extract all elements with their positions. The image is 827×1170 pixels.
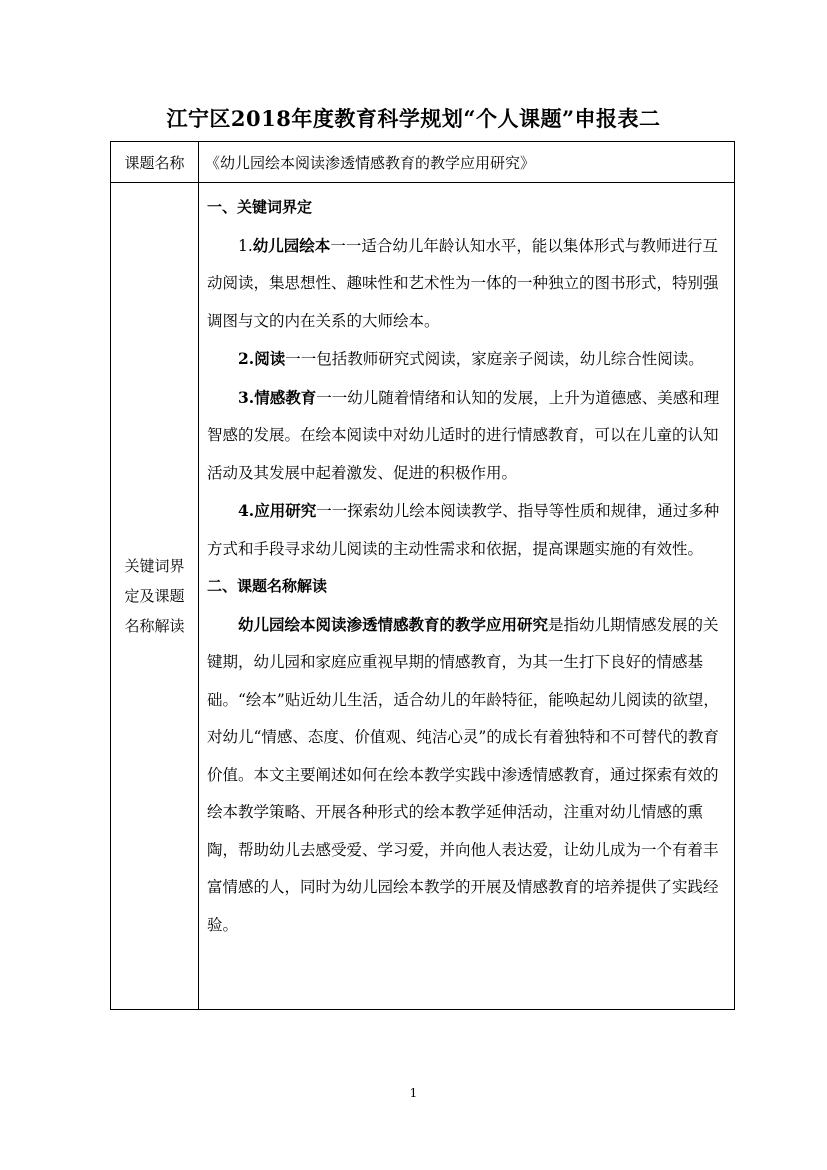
keyword-term: 幼儿园绘本: [252, 235, 331, 255]
keyword-term: 应用研究: [254, 501, 317, 520]
keyword-term: 情感教育: [254, 387, 317, 407]
keyword-number: 1.: [238, 236, 253, 255]
interpretation-title: 幼儿园绘本阅读渗透情感教育的教学应用研究: [238, 614, 549, 634]
section1-heading: 一、关键词界定: [207, 198, 313, 216]
keyword-item: [207, 379, 726, 493]
section2-heading: 二、课题名称解读: [207, 577, 328, 595]
keywords-content: [199, 183, 735, 1010]
keyword-definition: 一一适合幼儿年龄认知水平，能以集体形式与教师进行互动阅读，集思想性、趣味性和艺术性为一体的一种独立的图书形式，特别强调图与文的内在关系的大师绘本。: [207, 236, 719, 330]
project-name-label: 课题名称: [111, 142, 199, 183]
keyword-item: [207, 340, 726, 379]
page-number: 1: [409, 1086, 418, 1100]
keyword-number: 3.: [238, 387, 255, 407]
keywords-label-line: 名称解读: [124, 617, 185, 635]
form-title: 江宁区2018年度教育科学规划“个人课题”申报表二: [166, 106, 661, 131]
keywords-label-line: 定及课题: [124, 587, 185, 605]
keyword-term: 阅读: [254, 349, 286, 368]
keywords-label: [111, 183, 199, 1010]
keywords-row: [111, 183, 735, 1010]
keyword-number: 4.: [238, 501, 255, 520]
keyword-item: [207, 227, 726, 341]
keyword-definition: 一一幼儿随着情绪和认知的发展，上升为道德感、美感和理智感的发展。在绘本阅读中对幼儿适时的进行情感教育，可以在儿童的认知活动及其发展中起着激发、促进的积极作用。: [207, 388, 720, 482]
keyword-number: 2.: [238, 349, 255, 368]
project-name-value: 《幼儿园绘本阅读渗透情感教育的教学应用研究》: [199, 142, 735, 183]
interpretation-paragraph: [207, 606, 726, 945]
project-name-row: [111, 142, 735, 183]
keyword-definition: 一一探索幼儿绘本阅读教学、指导等性质和规律，通过多种方式和手段寻求幼儿阅读的主动性需求和依据，提高课题实施的有效性。: [207, 502, 720, 558]
keyword-definition: 一一包括教师研究式阅读，家庭亲子阅读，幼儿综合性阅读。: [285, 350, 704, 368]
keywords-label-line: 关键词界: [124, 557, 185, 575]
interpretation-body: 是指幼儿期情感发展的关键期，幼儿园和家庭应重视早期的情感教育，为其一生打下良好的情感基础。“绘本”贴近幼儿生活，适合幼儿的年龄特征，能唤起幼儿阅读的欲望，对幼儿“情感、态度、价值观、纯洁心灵”的成长有着独特和不可替代的教育价值。本文主要阐述如何在绘本教学实践中渗透情感教育，通过探索有效的绘本教学策略、开展各种形式的绘本教学延伸活动，注重对幼儿情感的熏陶，帮助幼儿去感受爱、学习爱，并向他人表达爱，让幼儿成为一个有着丰富情感的人，同时为幼儿园绘本教学的开展及情感教育的培养提供了实践经验。: [207, 615, 719, 934]
keyword-item: [207, 492, 726, 568]
application-form-table: [110, 141, 735, 1010]
